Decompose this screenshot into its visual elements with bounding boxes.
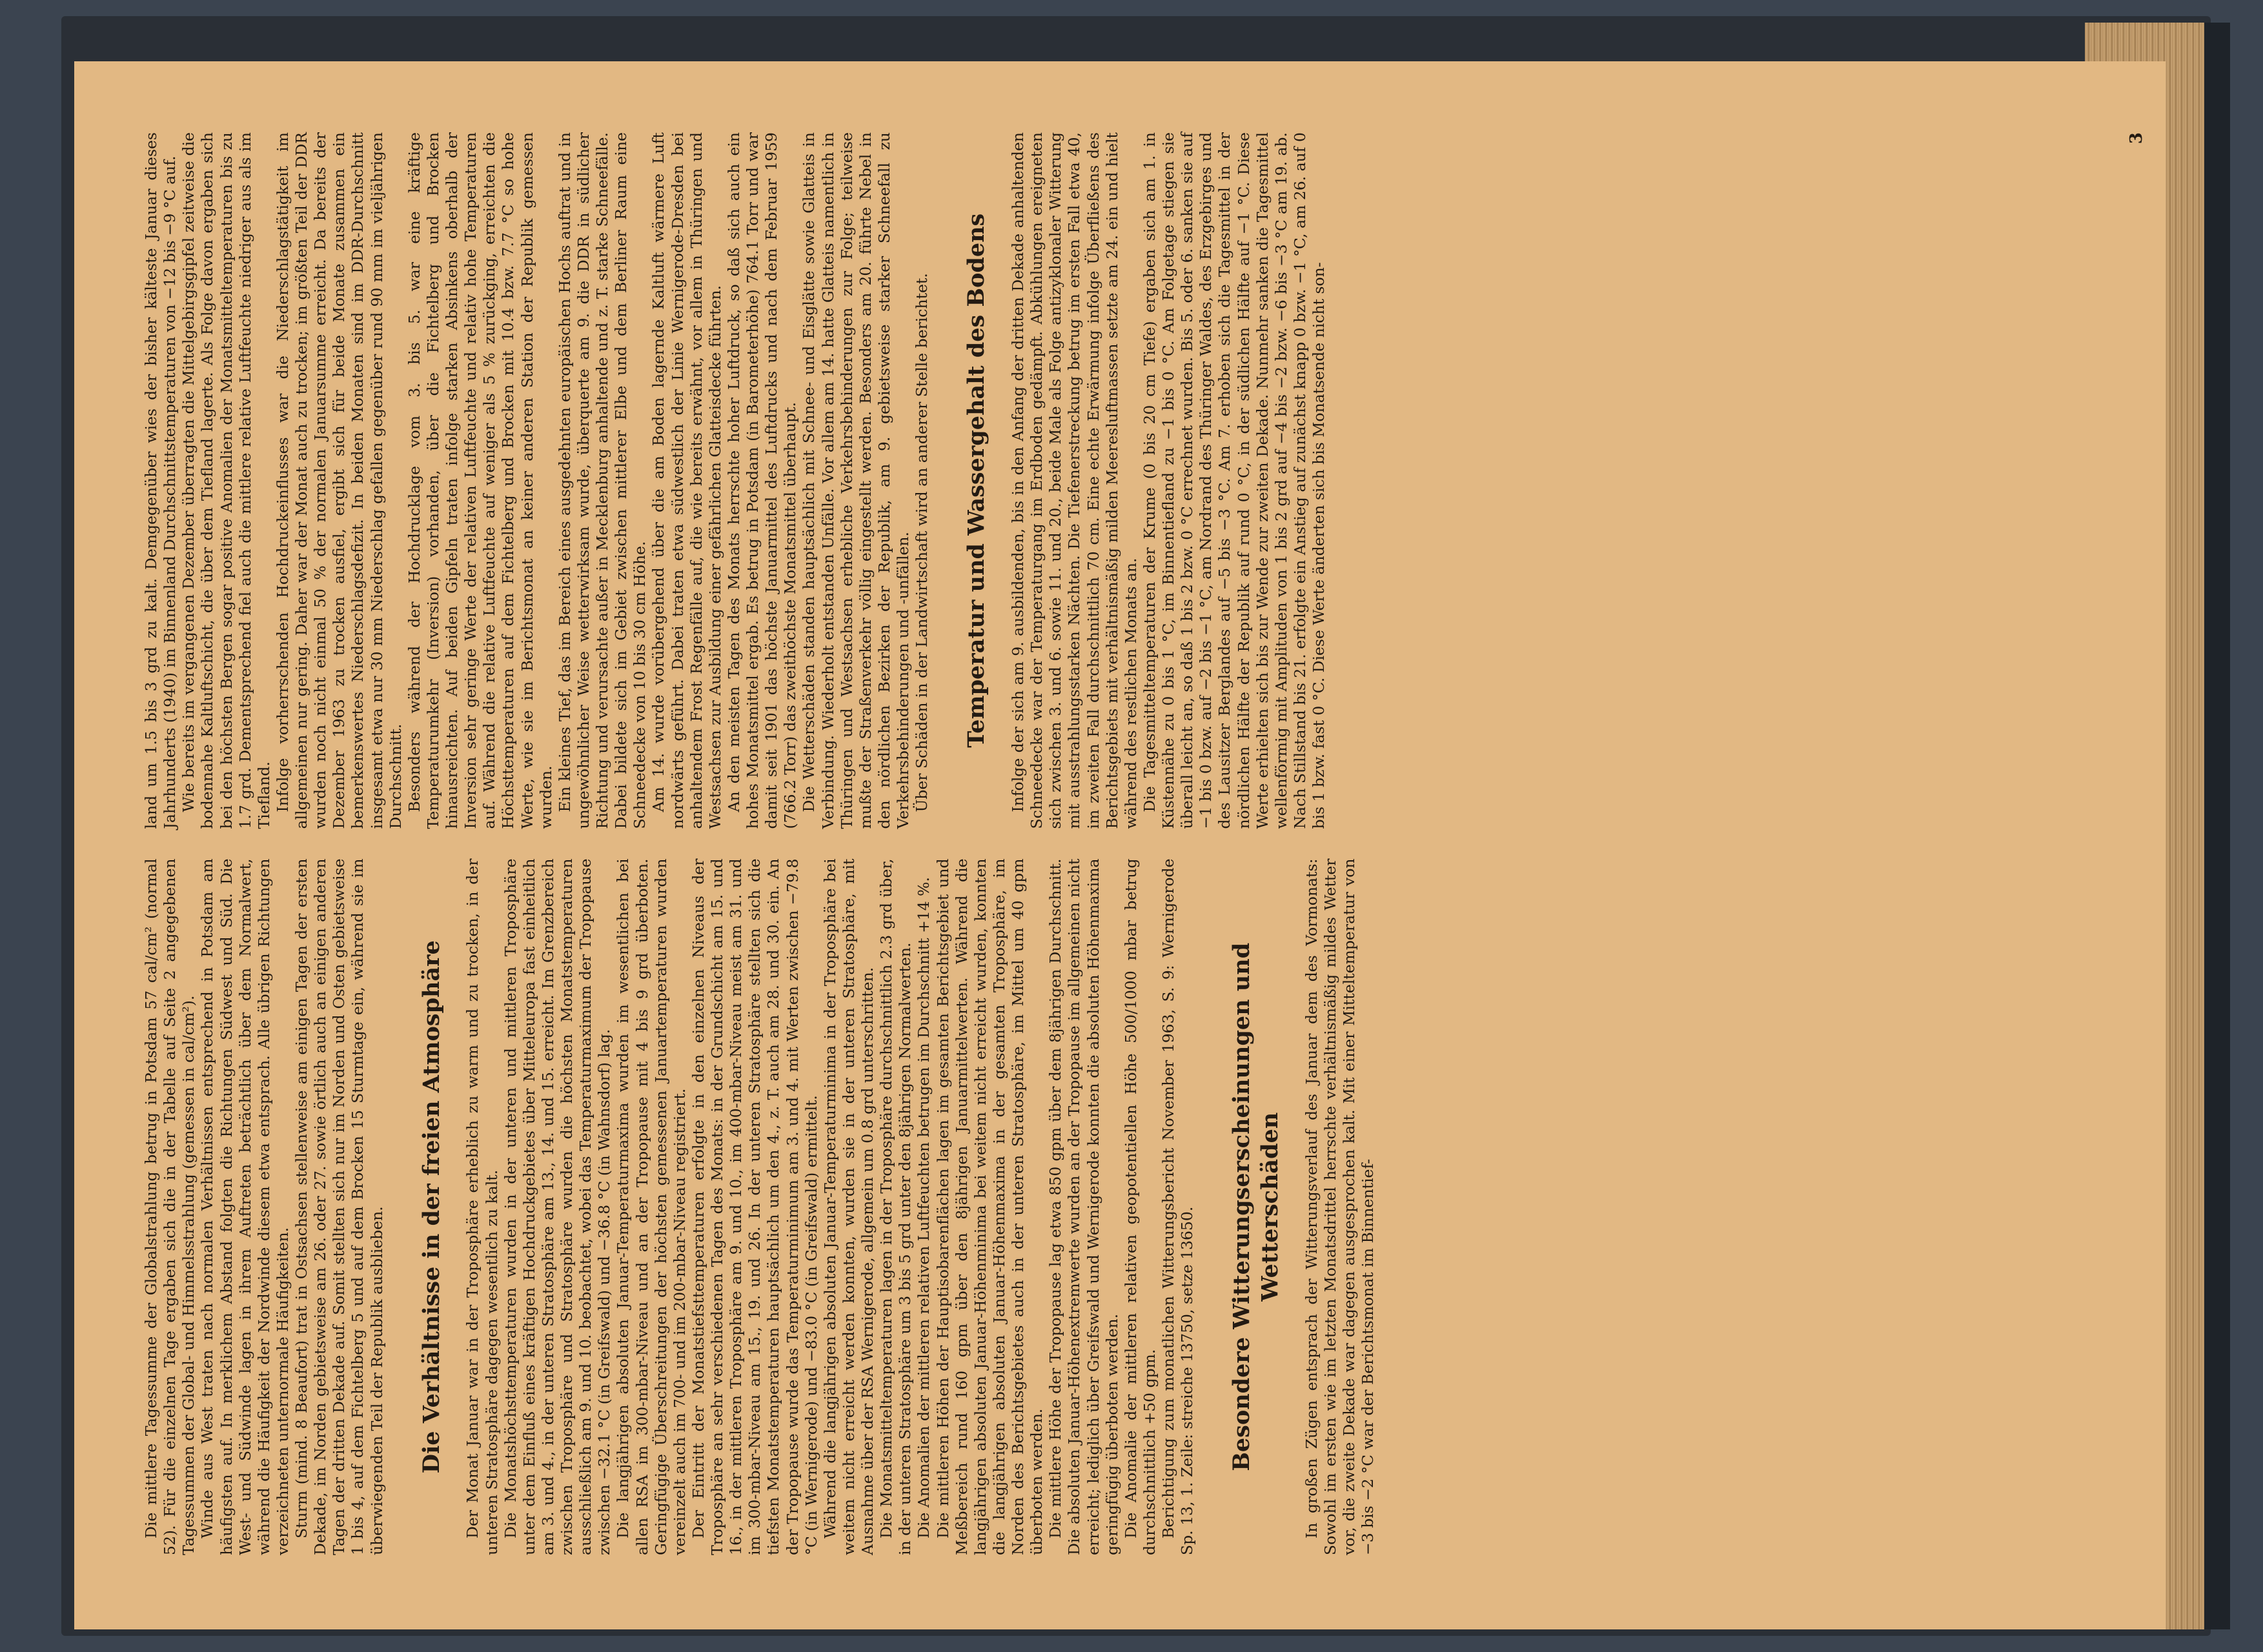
book-binding-shadow: [2204, 23, 2230, 1629]
paragraph-luftfeuchte: Die Anomalien der mittleren relativen Luftfeuchten betrugen im Durchschnitt +14 %.: [915, 877, 933, 1538]
heading-freie-atmosphaere: Die Verhältnisse in der freien Atmosphäre: [418, 940, 445, 1474]
paragraph-geopotential: Die Anomalie der mittleren relativen geopotentiellen Höhe 500/1000 mbar betrug durchschnittlich +50 gpm.: [1121, 858, 1159, 1555]
paragraph-landwirtschaft: Über Schäden in der Landwirtschaft wird an anderer Stelle berichtet.: [913, 273, 931, 812]
column-right: [142, 132, 2107, 829]
heading-witterungserscheinungen: Besondere Witterungserscheinungen und Wetterschäden: [1228, 942, 1283, 1471]
paragraph-globalstrahlung: Die mittlere Tagessumme der Globalstrahlung betrug in Potsdam 57 cal/cm² (normal 52). Für die einzelnen Tage ergaben sich die in der Tabelle auf Seite 2 angegebenen Tagessummen der Global- und Himmelsstrahlung (gemessen in cal/cm²).: [142, 858, 198, 1555]
paragraph-wetterschaeden: Die Wetterschäden standen hauptsächlich mit Schnee- und Eisglätte sowie Glatteis in Verbindung. Wiederholt entstanden Unfälle. Vor allem am 14. hatte Glatteis namentlich in Thüringen und Westsachsen erhebliche Verkehrsbehinderungen zur Folge; teilweise mußte der Straßenverkehr völlig eingestellt werden. Besonders am 20. führte Nebel in den nördlichen Bezirken der Republik, am 9. gebietsweise starker Schneefall zu Verkehrsbehinderungen und -unfällen.: [800, 132, 912, 829]
document-page: [74, 61, 2166, 1629]
paragraph-temperaturminima: Während die langjährigen absoluten Januar-Temperaturminima in der Troposphäre bei weitem nicht erreicht werden konnten, wurden sie in der unteren Stratosphäre, mit Ausnahme über der RSA Wernigerode, allgemein um 0.8 grd unterschritten.: [820, 858, 877, 1555]
paragraph-kleines-tief: Ein kleines Tief, das im Bereich eines ausgedehnten europäischen Hochs auftrat und in ungewöhnlicher Weise wetterwirksam wurde, überquerte am 9. die DDR in südlicher Richtung und verursachte außer in Mecklenburg anhaltende und z. T. starke Schneefälle. Dabei bildete sich im Gebiet zwischen mittlerer Elbe und dem Berliner Raum eine Schneedecke von 10 bis 30 cm Höhe.: [555, 132, 649, 829]
heading-boden: Temperatur und Wassergehalt des Bodens: [963, 213, 990, 748]
paragraph-januar-troposphaere: Der Monat Januar war in der Troposphäre erheblich zu warm und zu trocken, in der unteren Stratosphäre dagegen wesentlich zu kalt.: [463, 858, 501, 1555]
paragraph-sturm: Sturm (mind. 8 Beaufort) trat in Ostsachsen stellenweise am einigen Tagen der ersten Dekade, im Norden gebietsweise am 26. oder 27. sowie örtlich auch an einigen anderen Tagen der dritten Dekade auf. Somit stellten sich nur im Norden und Osten gebietsweise 1 bis 4, auf dem Fichtelberg 5 und auf dem Brocken 15 Sturmtage ein, während sie im überwiegenden Teil der Republik ausblieben.: [292, 858, 386, 1555]
paragraph-niederschlag: Infolge vorherrschenden Hochdruckeinflusses war die Niederschlagstätigkeit im allgemeinen nur gering. Daher war der Monat auch zu trocken; im größten Teil der DDR wurden noch nicht einmal 50 % der normalen Januarsumme erreicht. Da bereits der Dezember 1963 zu trocken ausfiel, ergibt sich für beide Monate zusammen ein bemerkenswertes Niederschlagsdefizit. In beiden Monaten sind im DDR-Durchschnitt insgesamt etwa nur 30 mm Niederschlag gefallen gegenüber rund 90 mm im vieljährigen Durchschnitt.: [273, 132, 405, 829]
page-content-rotated: [74, 61, 2166, 1629]
paragraph-binnentiefland: land um 1.5 bis 3 grd zu kalt. Demgegenüber wies der bisher kälteste Januar dieses Jahrhunderts (1940) im Binnenland Durchschnittstemperaturen von −12 bis −9 °C auf.: [142, 132, 179, 829]
paragraph-witterungsverlauf: In großen Zügen entsprach der Witterungsverlauf des Januar dem des Vormonats: Sowohl im ersten wie im letzten Monatsdrittel herrschte verhältnismäßig mildes Wetter vor, die zweite Dekade war dagegen ausgesprochen kalt. Mit einer Mitteltemperatur von −3 bis −2 °C war der Berichtsmonat im Binnentief-: [1302, 858, 1377, 1555]
column-left: [142, 859, 2107, 1556]
paragraph-temperaturmaxima: Die langjährigen absoluten Januar-Temperaturmaxima wurden im wesentlichen bei allen RSA im 300-mbar-Niveau und an der Tropopause mit 4 bis 9 grd überboten. Geringfügige Überschreitungen der höchsten gemessenen Januartemperaturen wurden vereinzelt auch im 700- und im 200-mbar-Niveau registriert.: [614, 858, 689, 1555]
paragraph-berichtigung: Berichtigung zum monatlichen Witterungsbericht November 1963, S. 9: Wernigerode Sp. 13, 1. Zeile: streiche 13750, setze 13650.: [1159, 858, 1197, 1555]
paragraph-mittelgebirge: Wie bereits im vergangenen Dezember überragten die Mittelgebirgsgipfel zeitweise die bodennahe Kaltluftschicht, die über dem Tiefland lagerte. Als Folge davon ergaben sich bei den höchsten Bergen sogar positive Anomalien der Monatsmitteltemperaturen bis zu 1.7 grd. Dementsprechend fiel auch die mittlere relative Luftfeuchte niedriger aus als im Tiefland.: [179, 132, 273, 829]
paragraph-tropopause: Die mittlere Höhe der Tropopause lag etwa 850 gpm über dem 8jährigen Durchschnitt. Die absoluten Januar-Höhenextremwerte wurden an der Tropopause im allgemeinen nicht erreicht; lediglich über Greifswald und Wernigerode konnten die absoluten Höhenmaxima geringfügig überboten werden.: [1046, 858, 1121, 1555]
paragraph-krume: Die Tagesmitteltemperaturen der Krume (0 bis 20 cm Tiefe) ergaben sich am 1. in Küstennähe zu 0 bis 1 °C, im Binnentiefland zu −1 bis 0 °C. Am Folgetage stiegen sie überall leicht an, so daß 1 bis 2 bzw. 0 °C errechnet wurden. Bis 5. oder 6. sanken sie auf −1 bis 0 bzw. auf −2 bis −1 °C, am Nordrand des Thüringer Waldes, des Erzgebirges und des Lausitzer Berglandes auf −5 bis −3 °C. Am 7. erhoben sich die Tagesmittel in der nördlichen Hälfte der Republik auf rund 0 °C, in der südlichen Hälfte auf −1 °C. Diese Werte erhielten sich bis zur Wende zur zweiten Dekade. Nunmehr sanken die Tagesmittel wellenförmig mit Amplituden von 1 bis 2 grd auf −4 bis −2 bzw. −6 bis −3 °C am 19. ab. Nach Stillstand bis 21. erfolgte ein Anstieg auf zunächst knapp 0 bzw. −1 °C, am 26. auf 0 bis 1 bzw. fast 0 °C. Diese Werte änderten sich bis Monatsende nicht son-: [1140, 132, 1328, 829]
paragraph-winde: Winde aus West traten nach normalen Verhältnissen entsprechend in Potsdam am häufigsten auf. In merklichem Abstand folgten die Richtungen Südwest und Süd. Die West- und Südwinde lagen in ihrem Auftreten beträchtlich über dem Normalwert, während die Häufigkeit der Nordwinde diesem etwa entsprach. Alle übrigen Richtungen verzeichneten unternormale Häufigkeiten.: [198, 858, 292, 1555]
paragraph-monatshoechsttemperaturen: Die Monatshöchsttemperaturen wurden in der unteren und mittleren Troposphäre unter dem Einfluß eines kräftigen Hochdruckgebietes über Mitteleuropa fast einheitlich am 3. und 4., in der unteren Stratosphäre am 13., 14. und 15. erreicht. Im Grenzbereich zwischen Troposphäre und Stratosphäre wurden die höchsten Monatstemperaturen ausschließlich am 9. und 10. beobachtet, wobei das Temperaturmaximum der Tropopause zwischen −32.1 °C (in Greifswald) und −36.8 °C (in Wahnsdorf) lag.: [501, 858, 614, 1555]
paragraph-monatstiefsttemperaturen: Der Eintritt der Monatstiefsttemperaturen erfolgte in den einzelnen Niveaus der Troposphäre an sehr verschiedenen Tagen des Monats: in der Grundschicht am 15. und 16., in der mittleren Troposphäre am 9. und 10., im 400-mbar-Niveau meist am 31. und im 300-mbar-Niveau am 15., 19. und 26. In der unteren Stratosphäre stellten sich die tiefsten Monatstemperaturen hauptsächlich um den 4., z. T. auch am 28. und 30. ein. An der Tropopause wurde das Temperaturminimum am 3. und 4. mit Werten zwischen −79.8 °C (in Wernigerode) und −83.0 °C (in Greifswald) ermittelt.: [689, 858, 820, 1555]
paragraph-inversion: Besonders während der Hochdrucklage vom 3. bis 5. war eine kräftige Temperaturumkehr (Inversion) vorhanden, über die Fichtelberg und Brocken hinausreichten. Auf beiden Gipfeln traten infolge starken Absinkens oberhalb der Inversion sehr geringe Werte der relativen Luftfeuchte und relativ hohe Temperaturen auf. Während die relative Luftfeuchte auf weniger als 5 % zurückging, erreichten die Höchsttemperaturen auf dem Fichtelberg und Brocken mit 10.4 bzw. 7.7 °C so hohe Werte, wie sie im Berichtsmonat an keiner anderen Station der Republik gemessen wurden.: [405, 132, 555, 829]
paragraph-glatteis: Am 14. wurde vorübergehend über die am Boden lagernde Kaltluft wärmere Luft nordwärts geführt. Dabei traten etwa südwestlich der Linie Wernigerode-Dresden bei anhaltendem Frost Regenfälle auf, die wie bereits erwähnt, vor allem in Thüringen und Westsachsen zur Ausbildung einer gefährlichen Glatteisdecke führten.: [649, 132, 724, 829]
paragraph-schneedecke: Infolge der sich am 9. ausbildenden, bis in den Anfang der dritten Dekade anhaltenden Schneedecke war der Temperaturgang im Erdboden gedämpft. Abkühlungen ereigneten sich zwischen 3. und 6. sowie 11. und 20., beide Male als Folge antizyklonaler Witterung mit ausstrahlungsstarken Nächten. Die Tiefenerstreckung betrug im ersten Fall etwa 40, im zweiten Fall durchschnittlich 70 cm. Eine echte Erwärmung infolge Überfließens des Berichtsgebiets mit verhältnismäßig milden Meeresluftmassen setzte am 24. ein und hielt während des restlichen Monats an.: [1009, 132, 1140, 829]
paragraph-monatsmitteltemperaturen: Die Monatsmitteltemperaturen lagen in der Troposphäre durchschnittlich 2.3 grd über, in der unteren Stratosphäre um 3 bis 5 grd unter den 8jährigen Normalwerten.: [877, 858, 915, 1555]
page-number: 3: [2127, 132, 2146, 145]
paragraph-isobarenflaechen: Die mittleren Höhen der Hauptisobarenflächen lagen im gesamten Berichtsgebiet und Meßbereich rund 160 gpm über den 8jährigen Januarmittelwerten. Während die langjährigen absoluten Januar-Höhenminima bei weitem nicht erreicht wurden, konnten die langjährigen absoluten Januar-Höhenmaxima in der gesamten Troposphäre, im Norden des Berichtsgebietes auch in der unteren Stratosphäre, im Mittel um 40 gpm überboten werden.: [933, 858, 1046, 1555]
paragraph-luftdruck: An den meisten Tagen des Monats herrschte hoher Luftdruck, so daß sich auch ein hohes Monatsmittel ergab. Es betrug in Potsdam (in Barometerhöhe) 764.1 Torr und war damit seit 1901 das höchste Januarmittel des Luftdrucks und nach dem Februar 1959 (766.2 Torr) das zweithöchste Monatsmittel überhaupt.: [724, 132, 800, 829]
